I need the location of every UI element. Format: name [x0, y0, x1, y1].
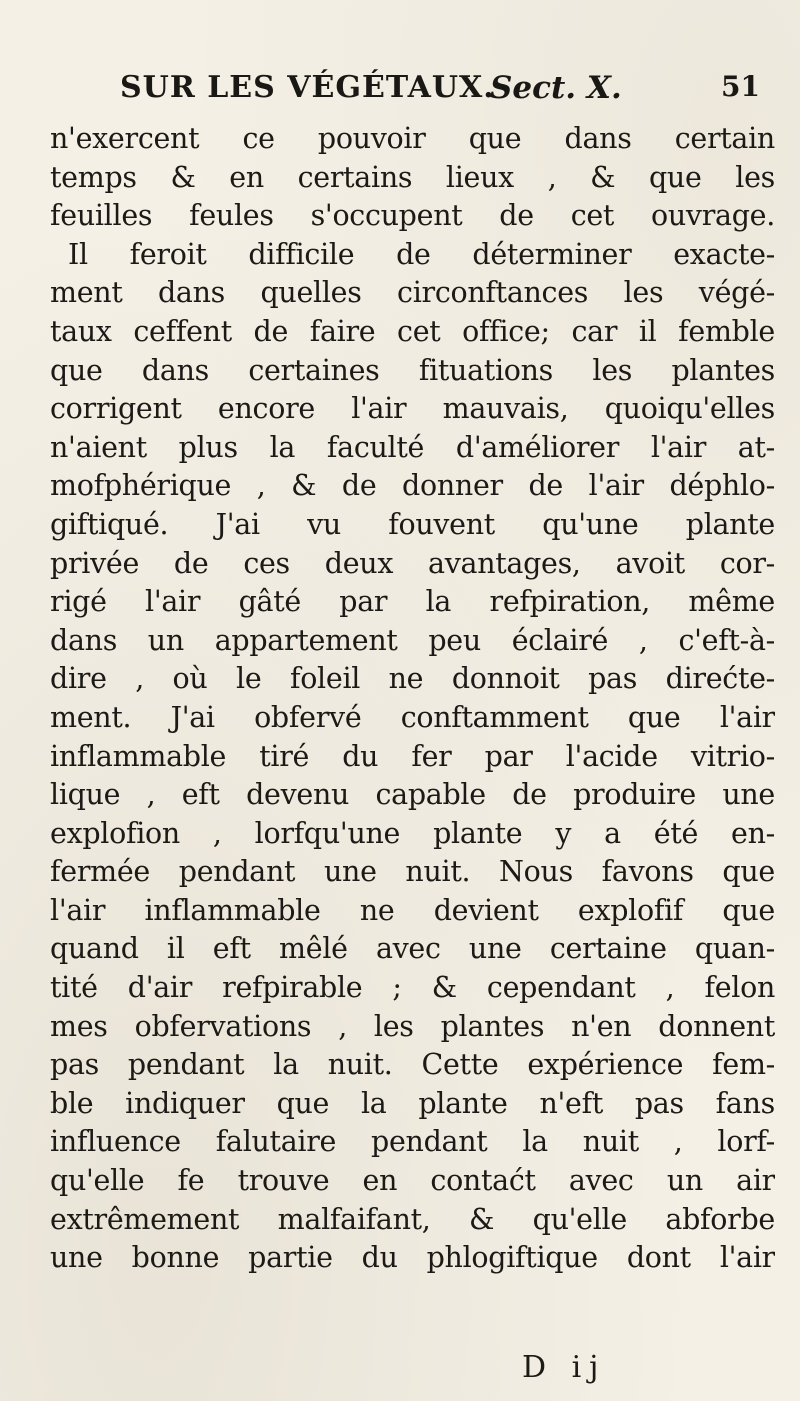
text-line: inflammable tiré du fer par l'acide vitrio- [50, 739, 775, 773]
text-line: dire , où le foleil ne donnoit pas direćte- [50, 662, 775, 696]
text-line: une bonne partie du phlogiftique dont l'air [50, 1241, 775, 1275]
text-line: n'aient plus la faculté d'améliorer l'air at- [50, 430, 775, 464]
text-line: qu'elle fe trouve en contaćt avec un air [50, 1164, 775, 1198]
text-line: mofphérique , & de donner de l'air déphlo- [50, 469, 775, 503]
text-line: Il feroit difficile de déterminer exacte- [68, 237, 775, 271]
text-line: feuilles feules s'occupent de cet ouvrage. [50, 199, 775, 233]
text-line: privée de ces deux avantages, avoit cor- [50, 546, 775, 580]
text-line: dans un appartement peu éclairé , c'eft-à- [50, 623, 775, 657]
text-line: corrigent encore l'air mauvais, quoiqu'elles [50, 392, 775, 426]
page-number: 51 [721, 70, 760, 103]
text-line: extrêmement malfaifant, & qu'elle abforbe [50, 1202, 775, 1236]
text-line: taux ceffent de faire cet office; car il femble [50, 314, 775, 348]
body-text [50, 120, 775, 1278]
text-line: ment. J'ai obfervé conftamment que l'air [50, 700, 775, 734]
text-line: n'exercent ce pouvoir que dans certain [50, 122, 775, 155]
text-line: explofion , lorfqu'une plante y a été en- [50, 816, 775, 850]
text-line: que dans certaines fituations les plantes [50, 353, 775, 387]
signature-mark: D ij [522, 1350, 607, 1385]
text-line: rigé l'air gâté par la refpiration, même [50, 585, 775, 619]
text-line: temps & en certains lieux , & que les [50, 160, 775, 194]
text-line: fermée pendant une nuit. Nous favons que [50, 855, 775, 889]
text-line: mes obfervations , les plantes n'en donnent [50, 1009, 775, 1043]
text-line: l'air inflammable ne devient explofif que [50, 893, 775, 927]
text-line: giftiqué. J'ai vu fouvent qu'une plante [50, 507, 775, 541]
text-line: lique , eft devenu capable de produire une [50, 778, 775, 812]
text-line: ment dans quelles circonftances les végé- [50, 276, 775, 310]
text-line: quand il eft mêlé avec une certaine quan- [50, 932, 775, 966]
text-line: tité d'air refpirable ; & cependant , felon [50, 971, 775, 1005]
section-label: Sect. X. [490, 70, 622, 106]
text-line: influence falutaire pendant la nuit , lorf- [50, 1125, 775, 1159]
page-header [120, 70, 760, 120]
running-head: SUR LES VÉGÉTAUX. [120, 70, 495, 105]
text-line: ble indiquer que la plante n'eft pas fans [50, 1086, 775, 1120]
text-line: pas pendant la nuit. Cette expérience fem- [50, 1048, 775, 1082]
